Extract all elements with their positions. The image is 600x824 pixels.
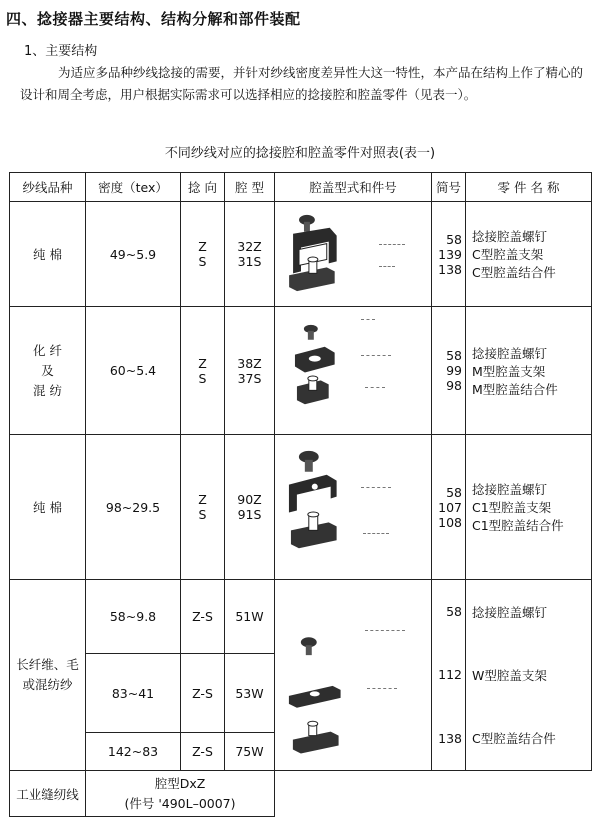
chamber-cell: 32Z 31S	[225, 202, 275, 307]
chamber-cell: 75W	[225, 732, 275, 770]
twist-cell: Z S	[181, 202, 225, 307]
variety-cell: 化 纤 及 混 纺	[10, 307, 86, 435]
code-cell: 58 139 138	[432, 202, 466, 307]
density-cell: 58~9.8	[86, 580, 181, 654]
density-cell: 98~29.5	[86, 435, 181, 580]
cover-diagram-cell	[275, 202, 432, 307]
cover-diagram-cell	[275, 435, 432, 580]
part-name-cell: 捻接腔盖螺钉 M型腔盖支架 M型腔盖结合件	[466, 307, 592, 435]
header-part-name: 零 件 名 称	[466, 173, 592, 202]
parts-table	[9, 172, 592, 817]
twist-cell: Z-S	[181, 654, 225, 732]
table-row	[10, 435, 592, 580]
chamber-cell: 53W	[225, 654, 275, 732]
header-cover: 腔盖型式和件号	[275, 173, 432, 202]
chamber-spec-cell: 腔型DxZ (件号 '490L–0007)	[86, 771, 275, 817]
empty-cell	[432, 771, 466, 817]
density-cell: 142~83	[86, 732, 181, 770]
header-variety: 纱线品种	[10, 173, 86, 202]
code-cell: 58 99 98	[432, 307, 466, 435]
table-row	[10, 771, 592, 817]
part-name-cell: 捻接腔盖螺钉 C型腔盖支架 C型腔盖结合件	[466, 202, 592, 307]
header-code: 简号	[432, 173, 466, 202]
table-header-row	[10, 173, 592, 202]
density-cell: 83~41	[86, 654, 181, 732]
twist-cell: Z-S	[181, 580, 225, 654]
variety-cell: 纯 棉	[10, 435, 86, 580]
empty-cell	[466, 771, 592, 817]
intro-paragraph: 为适应多品种纱线捻接的需要，并针对纱线密度差异性大这一特性，本产品在结构上作了精心的设计和周全考虑，用户根据实际需求可以选择相应的捻接腔和腔盖零件（见表一）。	[20, 65, 584, 102]
section-heading: 四、捻接器主要结构、结构分解和部件装配	[6, 10, 301, 28]
c1-type-cover-illustration	[275, 435, 431, 579]
part-name-cell: 捻接腔盖螺钉 C1型腔盖支架 C1型腔盖结合件	[466, 435, 592, 580]
code-cell: 58 107 108	[432, 435, 466, 580]
w-type-cover-illustration	[275, 580, 431, 770]
header-chamber: 腔 型	[225, 173, 275, 202]
density-cell: 60~5.4	[86, 307, 181, 435]
m-type-cover-illustration	[275, 307, 431, 434]
variety-cell: 工业缝纫线	[10, 771, 86, 817]
cover-diagram-cell	[275, 307, 432, 435]
c-type-cover-illustration	[275, 202, 431, 306]
table-row	[10, 580, 592, 654]
header-density: 密度（tex）	[86, 173, 181, 202]
empty-cell	[275, 771, 432, 817]
part-name-cell: 捻接腔盖螺钉 W型腔盖支架 C型腔盖结合件	[466, 580, 592, 771]
table-row	[10, 202, 592, 307]
variety-cell: 纯 棉	[10, 202, 86, 307]
chamber-cell: 38Z 37S	[225, 307, 275, 435]
table-caption: 不同纱线对应的捻接腔和腔盖零件对照表(表一)	[164, 146, 436, 161]
chamber-cell: 90Z 91S	[225, 435, 275, 580]
table-row	[10, 307, 592, 435]
density-cell: 49~5.9	[86, 202, 181, 307]
header-twist: 捻 向	[181, 173, 225, 202]
twist-cell: Z S	[181, 307, 225, 435]
twist-cell: Z S	[181, 435, 225, 580]
twist-cell: Z-S	[181, 732, 225, 770]
variety-cell: 长纤维、毛 或混纺纱	[10, 580, 86, 771]
subsection-heading: 1、主要结构	[24, 44, 98, 59]
chamber-cell: 51W	[225, 580, 275, 654]
code-cell: 58 112 138	[432, 580, 466, 771]
cover-diagram-cell	[275, 580, 432, 771]
